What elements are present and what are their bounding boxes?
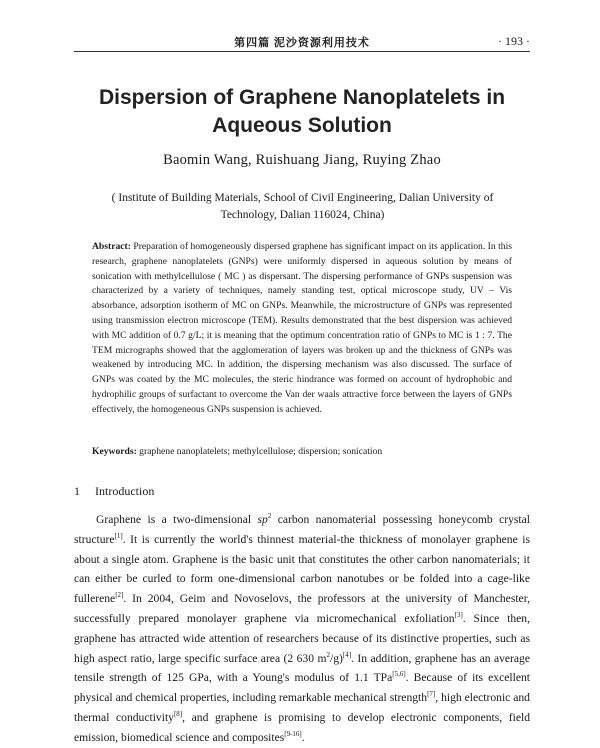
body-text: . [301, 730, 305, 744]
abstract-text: Preparation of homogeneously dispersed graphene has significant impact on its application. In this research, graphene nanoplatelets (GNPs) were uniformly dispersed in aqueous solution by means of sonication with methylcellulose ( MC ) as dispersant. The dispersing performance of GNPs suspension was characterized by a variety of techniques, namely standing test, optical microscope study, UV – Vis absorbance, adsorption isotherm of MC on GNPs. Meanwhile, the microstructure of GNPs was represented using transmission electron microscope (TEM). Results demonstrated that the best dispersion was achieved with MC addition of 0.7 g/L; it is meaning that the optimum concentration ratio of GNPs to MC is 1 : 7. The TEM micrographs showed that the agglomeration of layers was broken up and the thickness of GNPs was weakened by introducing MC. In addition, the dispersing mechanism was also discussed. The surface of GNPs was coated by the MC molecules, the steric hindrance was formed on account of hydrophobic and hydrophilic groups of surfactant to overcome the Van der waals attractive force between the layers of GNPs effectively, the homogeneous GNPs suspension is achieved. [92, 241, 512, 415]
keywords [92, 445, 512, 459]
body-text: sp [257, 513, 268, 526]
paper-title: Dispersion of Graphene Nanoplatelets in Aqueous Solution [98, 86, 506, 137]
body-paragraph [74, 510, 530, 748]
citation: [2] [115, 591, 124, 600]
superscript: 2 [326, 650, 330, 659]
citation: [1] [114, 531, 123, 540]
body-text: carbon nanomaterial possessing honeycomb crystal structure [74, 513, 530, 546]
body-text: . In 2004, Geim and Novoselovs, the professors at the university of Manchester, successfully prepared monolayer graphene via micromechanical exfoliation [74, 592, 530, 625]
keywords-text: graphene nanoplatelets; methylcellulose; dispersion; sonication [139, 446, 383, 457]
affiliation: ( Institute of Building Materials, School of Civil Engineering, Dalian University of Technology, Dalian 116024, China) [111, 192, 494, 221]
abstract [92, 240, 512, 418]
section-number: 1 [74, 484, 80, 498]
citation: [4] [342, 650, 352, 659]
body-text: . Since then, graphene has attracted wide attention of researchers because of its distinctive properties, such as high aspect ratio, large specific surface area (2 630 m [74, 611, 530, 665]
running-header [74, 34, 530, 48]
header-rule [74, 51, 530, 52]
citation: [8] [173, 710, 183, 719]
body-text: , high electronic and thermal conductivity [74, 691, 530, 724]
body-text: . It is currently the world's thinnest material-the thickness of monolayer graphene is about a single atom. Graphene is the basic unit that constitutes the other carbon nanomaterials; it can either be curled to form one-dimensional carbon nanotubes or be folded into a cage-like fullerene [74, 532, 530, 606]
section-title: Introduction [95, 484, 155, 498]
body-text: /g) [329, 651, 343, 665]
body-text: Graphene is a two-dimensional [96, 513, 258, 526]
section-heading [74, 484, 154, 499]
abstract-label: Abstract: [92, 241, 131, 252]
citation: [7] [427, 690, 436, 699]
body-text: , and graphene is promising to develop electronic components, field emission, biomedical science and composites [74, 710, 530, 744]
body-text: . Because of its excellent physical and chemical properties, including remarkable mechanical strength [74, 671, 530, 705]
citation: [5,6] [392, 670, 406, 679]
superscript: 2 [267, 512, 272, 521]
keywords-label: Keywords: [92, 446, 137, 457]
authors: Baomin Wang, Ruishuang Jiang, Ruying Zhao [163, 152, 441, 168]
citation: [3] [454, 611, 463, 620]
journal-section-header: 第四篇 泥沙资源利用技术 [234, 37, 370, 49]
body-text: . In addition, graphene has an average tensile strength of 125 GPa, with a Young's modulus of 1.1 TPa [74, 651, 531, 685]
page-number: · 193 · [498, 34, 530, 48]
citation: [9-16] [284, 729, 302, 738]
